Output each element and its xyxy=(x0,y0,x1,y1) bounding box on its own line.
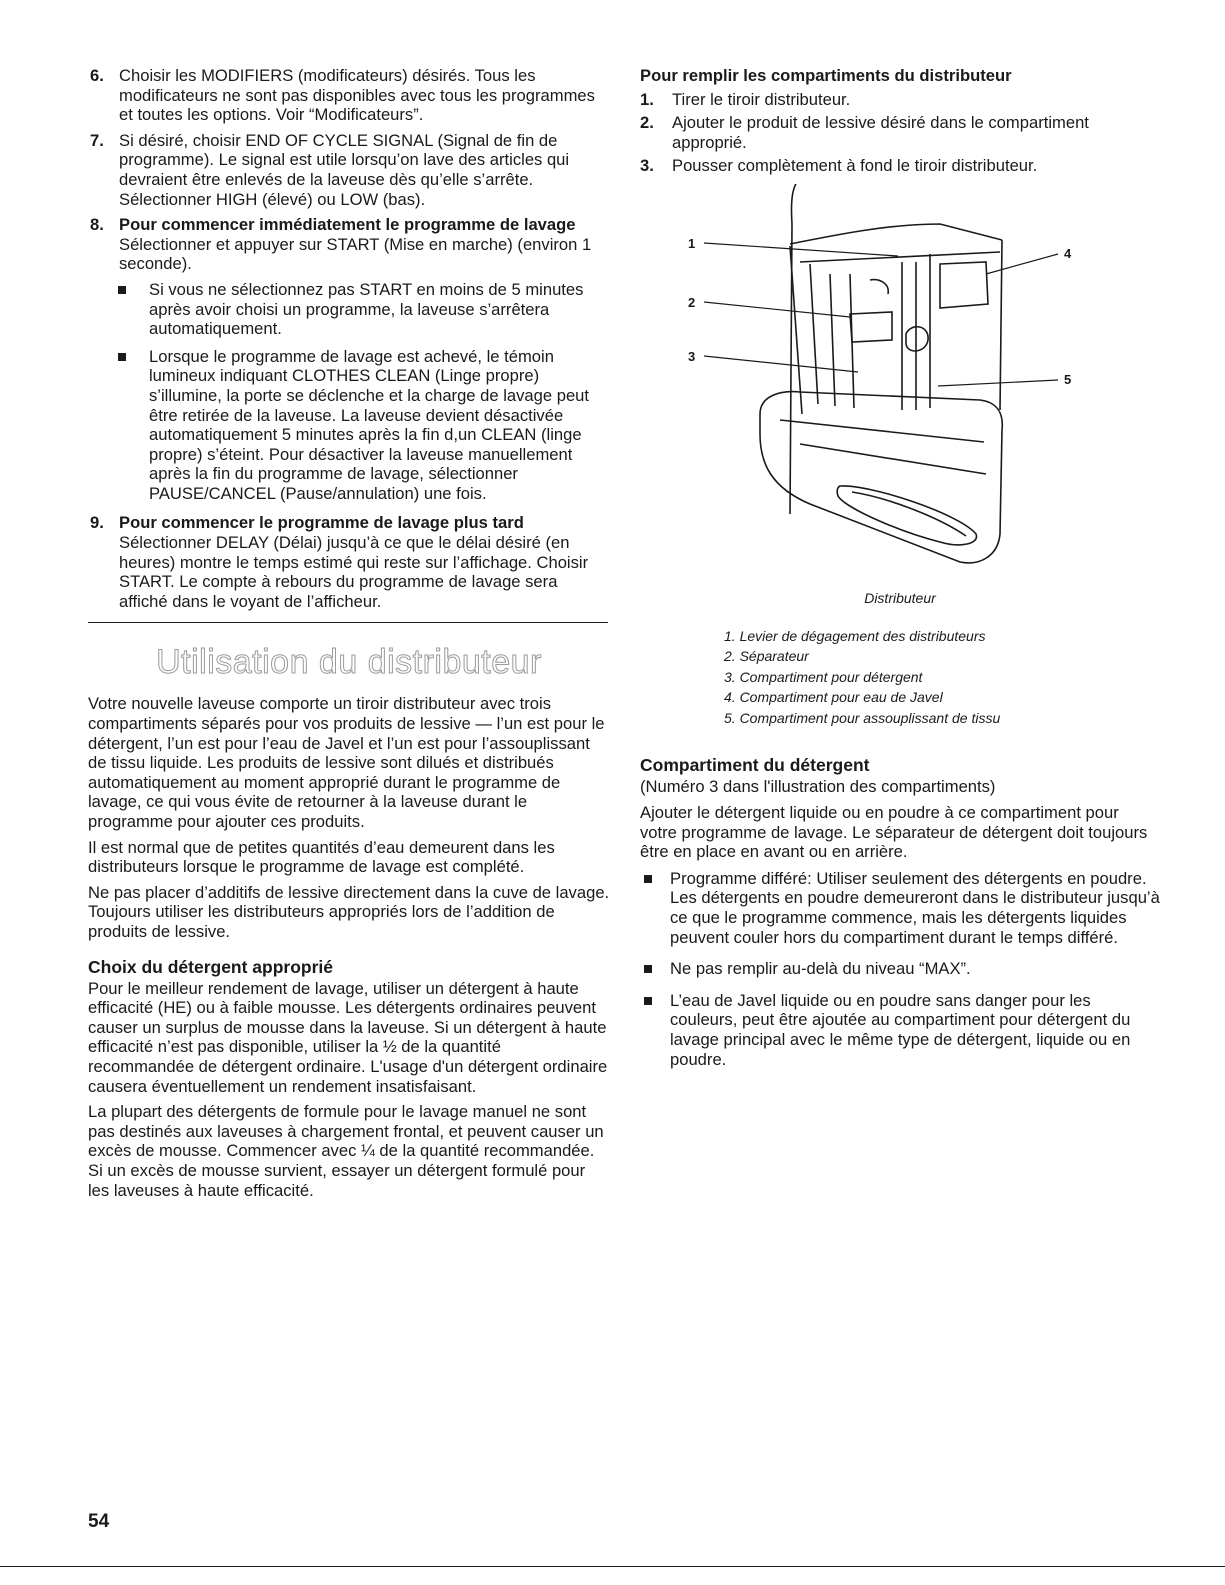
right-column xyxy=(640,66,1160,1069)
bullet-text: L’eau de Javel liquide ou en poudre sans danger pour les couleurs, peut être ajoutée au compartiment pour détergent du lavage principal avec le même type de détergent, liquide ou en poudre. xyxy=(670,990,1131,1069)
step-text: Pousser complètement à fond le tiroir distributeur. xyxy=(672,156,1038,176)
step-heading: Pour commencer immédiatement le programme de lavage xyxy=(119,215,576,235)
paragraph: Il est normal que de petites quantités d’eau demeurent dans les distributeurs lorsque le programme de lavage est complété. xyxy=(88,837,555,877)
bullet-item xyxy=(640,869,1160,947)
step-heading: Pour commencer le programme de lavage plus tard xyxy=(119,513,524,533)
paragraph: La plupart des détergents de formule pour le lavage manuel ne sont pas destinés aux laveuses à chargement frontal, et peuvent causer un excès de mousse. Commencer avec ¼ de la quantité recommandée. Si un excès de mousse survient, essayer un détergent formulé pour les laveuses à haute efficacité. xyxy=(88,1102,604,1200)
bullet-square-icon xyxy=(644,875,652,883)
step-number: 1. xyxy=(640,89,654,109)
step-text: Ajouter le produit de lessive désiré dans le compartiment approprié. xyxy=(672,113,1089,152)
step-text: Choisir les MODIFIERS (modificateurs) désirés. Tous les modificateurs ne sont pas disponibles avec tous les programmes et toutes les options. Voir “Modificateurs”. xyxy=(119,66,595,125)
step-7 xyxy=(88,131,610,209)
left-column xyxy=(88,66,610,1206)
step-9 xyxy=(88,513,610,611)
paragraph: Ajouter le détergent liquide ou en poudre à ce compartiment pour votre programme de lavage. Le séparateur de détergent doit toujours être en place en avant ou en arrière. xyxy=(640,803,1148,862)
bullet-text: Lorsque le programme de lavage est achevé, le témoin lumineux indiquant CLOTHES CLEAN (Linge propre) s’illumine, la porte se déclenche et la charge de lavage peut être retirée de la laveuse. La laveuse devient désactivée automatiquement 5 minutes après la fin d,un CLEAN (linge propre) s’éteint. Pour désactiver la laveuse manuellement après la fin du programme de lavage, sélectionner PAUSE/CANCEL (Pause/annulation) une fois. xyxy=(149,346,590,503)
callout-label-2: 2 xyxy=(688,294,696,310)
legend-item: 1. Levier de dégagement des distributeurs xyxy=(724,627,986,644)
fill-step xyxy=(640,156,1160,176)
legend-item: 3. Compartiment pour détergent xyxy=(724,668,923,685)
bullet-item xyxy=(640,959,1160,979)
bullet-item xyxy=(88,280,610,339)
step-8 xyxy=(88,215,610,274)
paragraph: Ne pas placer d’additifs de lessive directement dans la cuve de lavage. Toujours utiliser les distributeurs appropriés lors de l’addition de produits de lessive. xyxy=(88,882,610,941)
dispenser-figure xyxy=(640,184,1160,584)
step-number: 8. xyxy=(90,215,104,235)
page-bottom-rule xyxy=(0,1566,1225,1567)
callout-line-5 xyxy=(938,380,1058,386)
bullet-square-icon xyxy=(118,286,126,294)
step-text: Sélectionner et appuyer sur START (Mise en marche) (environ 1 seconde). xyxy=(119,234,592,274)
callout-label-1: 1 xyxy=(688,235,696,251)
paragraph: Votre nouvelle laveuse comporte un tiroir distributeur avec trois compartiments séparés pour vos produits de lessive — l’un est pour le détergent, l’un est pour l’eau de Javel et l’un est pour l’assouplissant de tissu liquide. Les produits de lessive sont dilués et distribués automatiquement au moment approprié durant le programme de lavage, ce qui vous évite de retourner à la laveuse durant le programme pour ajouter ces produits. xyxy=(88,694,605,831)
callout-line-1 xyxy=(704,243,898,256)
step-number: 2. xyxy=(640,113,654,133)
page-number: 54 xyxy=(88,1511,110,1532)
bullet-square-icon xyxy=(644,997,652,1005)
callout-label-3: 3 xyxy=(688,348,696,364)
bullet-square-icon xyxy=(118,353,126,361)
figure-legend xyxy=(724,626,1160,729)
bullet-text: Ne pas remplir au-delà du niveau “MAX”. xyxy=(670,959,971,979)
step-number: 9. xyxy=(90,513,104,533)
callout-label-5: 5 xyxy=(1064,371,1072,387)
callout-line-3 xyxy=(704,356,858,372)
step-text: Si désiré, choisir END OF CYCLE SIGNAL (Signal de fin de programme). Le signal est utile lorsqu’on lave des articles qui devraient être enlevés de la laveuse dès qu’elle s’arrête. Sélectionner HIGH (élevé) ou LOW (bas). xyxy=(119,130,570,209)
step-number: 3. xyxy=(640,156,654,176)
step-text: Tirer le tiroir distributeur. xyxy=(672,89,851,109)
callout-line-4 xyxy=(986,254,1058,274)
fill-step xyxy=(640,113,1160,152)
subheading-choix: Choix du détergent approprié xyxy=(88,956,334,977)
bullet-text: Programme différé: Utiliser seulement des détergents en poudre. Les détergents en poudre demeureront dans le distributeur jusqu’à ce que le programme commence, mais les détergents liquides peuvent couler hors du compartiment durant le temps différé. xyxy=(670,868,1160,947)
subheading-compartiment: Compartiment du détergent xyxy=(640,755,870,776)
fill-step xyxy=(640,90,1160,110)
section-title: Utilisation du distributeur xyxy=(156,643,542,682)
legend-item: 5. Compartiment pour assouplissant de tissu xyxy=(724,709,1001,726)
legend-item: 4. Compartiment pour eau de Javel xyxy=(724,689,943,706)
step-6 xyxy=(88,66,610,125)
paragraph: Pour le meilleur rendement de lavage, utiliser un détergent à haute efficacité (HE) ou à faible mousse. Les détergents ordinaires peuvent causer un surplus de mousse dans la laveuse. Si un détergent à haute efficacité n’est pas disponible, utiliser la ½ de la quantité recommandée de détergent ordinaire. L'usage d'un détergent ordinaire causera éventuellement un rendement insatisfaisant. xyxy=(88,978,608,1096)
paragraph: (Numéro 3 dans l'illustration des compartiments) xyxy=(640,777,996,797)
callout-line-2 xyxy=(704,302,850,317)
callout-label-4: 4 xyxy=(1064,245,1072,261)
bullet-square-icon xyxy=(644,965,652,973)
fill-heading: Pour remplir les compartiments du distributeur xyxy=(640,66,1012,85)
bullet-text: Si vous ne sélectionnez pas START en moins de 5 minutes après avoir choisi un programme, la laveuse s’arrêtera automatiquement. xyxy=(149,279,584,339)
step-number: 6. xyxy=(90,66,104,85)
dispenser-drawing xyxy=(640,184,1160,584)
figure-caption: Distributeur xyxy=(864,589,936,606)
section-divider xyxy=(88,622,608,623)
step-number: 7. xyxy=(90,130,104,150)
bullet-item xyxy=(640,991,1160,1069)
bullet-item xyxy=(88,347,610,504)
legend-item: 2. Séparateur xyxy=(724,648,809,665)
step-text: Sélectionner DELAY (Délai) jusqu’à ce que le délai désiré (en heures) montre le temps estimé qui reste sur l’affichage. Choisir START. Le compte à rebours du programme de lavage sera affiché dans le voyant de l’afficheur. xyxy=(119,533,589,611)
